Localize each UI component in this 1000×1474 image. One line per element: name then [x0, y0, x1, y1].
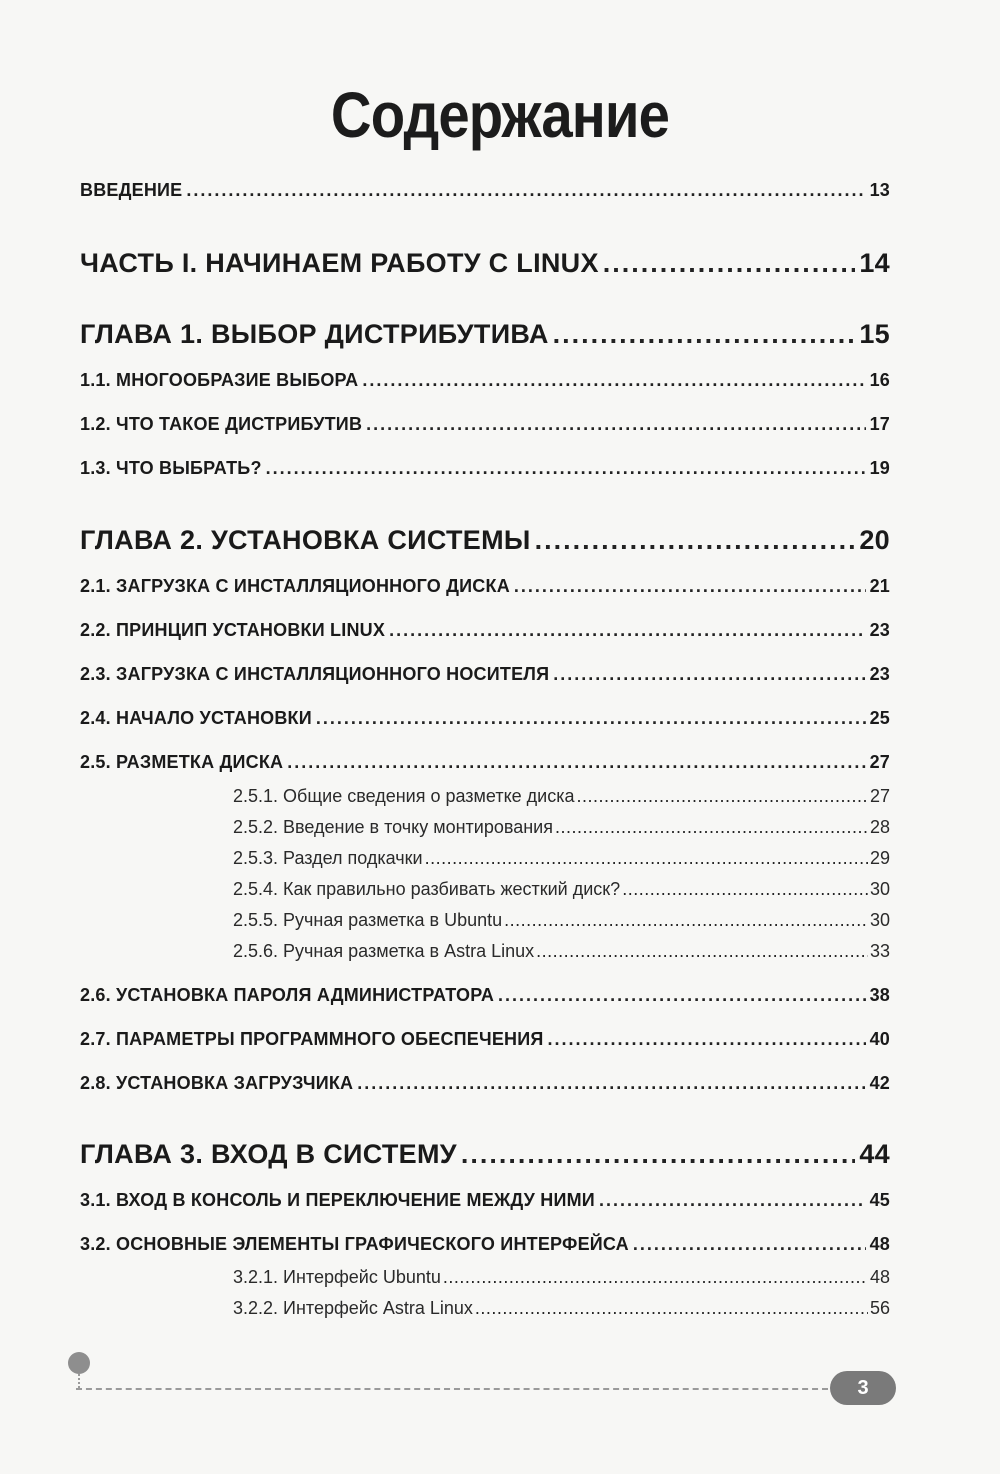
toc-label: 3.1. ВХОД В КОНСОЛЬ И ПЕРЕКЛЮЧЕНИЕ МЕЖДУ НИМИ: [80, 1190, 595, 1210]
toc-entry-2-5-3[interactable]: [233, 848, 890, 869]
toc-leader: [599, 1190, 866, 1211]
toc-page: 23: [869, 664, 890, 684]
toc-leader: [555, 817, 868, 838]
toc-leader: [362, 370, 865, 391]
toc-entry-2-5[interactable]: [80, 752, 890, 773]
toc-label: 1.1. МНОГООБРАЗИЕ ВЫБОРА: [80, 370, 359, 390]
toc-entry-3-2-2[interactable]: [233, 1298, 890, 1319]
toc-label: 3.2.2. Интерфейс Astra Linux: [233, 1298, 473, 1318]
toc-page: 40: [869, 1029, 890, 1049]
toc-label: 2.5.6. Ручная разметка в Astra Linux: [233, 941, 535, 961]
toc-entry-2-7[interactable]: [80, 1029, 890, 1050]
toc-page: 48: [869, 1267, 890, 1287]
footer-divider: [76, 1388, 828, 1390]
toc-entry-2-5-4[interactable]: [233, 879, 890, 900]
toc-page: 20: [859, 525, 890, 555]
toc-label: 2.2. ПРИНЦИП УСТАНОВКИ LINUX: [80, 620, 386, 640]
toc-entry-2-5-2[interactable]: [233, 817, 890, 838]
footer-tick-ornament: [78, 1374, 82, 1388]
toc-page: 33: [869, 941, 890, 961]
toc-entry-3-1[interactable]: [80, 1190, 890, 1211]
footer-dot-ornament: [68, 1352, 90, 1374]
toc-label: 2.6. УСТАНОВКА ПАРОЛЯ АДМИНИСТРАТОРА: [80, 985, 495, 1005]
toc-leader: [475, 1298, 868, 1319]
toc-entry-2-5-1[interactable]: [233, 786, 890, 807]
toc-label: 3.2. ОСНОВНЫЕ ЭЛЕМЕНТЫ ГРАФИЧЕСКОГО ИНТЕРФЕЙСА: [80, 1234, 629, 1254]
toc-entry-3-2[interactable]: [80, 1234, 890, 1255]
toc-label: 1.3. ЧТО ВЫБРАТЬ?: [80, 458, 262, 478]
toc-leader: [366, 414, 865, 435]
toc-page: 19: [869, 458, 890, 478]
page-title: Содержание: [330, 79, 670, 151]
toc-page: 56: [869, 1298, 890, 1318]
toc-label: 2.3. ЗАГРУЗКА С ИНСТАЛЛЯЦИОННОГО НОСИТЕЛЯ: [80, 664, 550, 684]
toc-entry-chapter-3[interactable]: [80, 1139, 890, 1170]
toc-label: 2.5. РАЗМЕТКА ДИСКА: [80, 752, 284, 772]
toc-entry-2-5-5[interactable]: [233, 910, 890, 931]
toc-entry-2-8[interactable]: [80, 1073, 890, 1094]
toc-entry-2-3[interactable]: [80, 664, 890, 685]
toc-entry-1-1[interactable]: [80, 370, 890, 391]
toc-leader: [536, 941, 868, 962]
page-number-badge: 3: [830, 1371, 896, 1405]
toc-page: 38: [869, 985, 890, 1005]
toc-page: 48: [869, 1234, 890, 1254]
toc-entry-3-2-1[interactable]: [233, 1267, 890, 1288]
toc-entry-1-2[interactable]: [80, 414, 890, 435]
toc-leader: [498, 985, 866, 1006]
toc-page: 45: [869, 1190, 890, 1210]
toc-leader: [622, 879, 868, 900]
toc-leader: [504, 910, 868, 931]
toc-page: 13: [869, 180, 890, 200]
toc-leader: [389, 620, 866, 641]
toc-leader: [553, 319, 856, 350]
toc-entry-intro[interactable]: [80, 180, 890, 201]
toc-label: ГЛАВА 1. ВЫБОР ДИСТРИБУТИВА: [80, 319, 549, 349]
toc-label: 1.2. ЧТО ТАКОЕ ДИСТРИБУТИВ: [80, 414, 363, 434]
toc-page: 21: [869, 576, 890, 596]
toc-page: 27: [869, 786, 890, 806]
toc-page: 14: [859, 248, 890, 278]
toc-page: 25: [869, 708, 890, 728]
toc-leader: [316, 708, 866, 729]
toc-page: 16: [869, 370, 890, 390]
toc-page: 30: [869, 910, 890, 930]
toc-entry-2-1[interactable]: [80, 576, 890, 597]
toc-page: 23: [869, 620, 890, 640]
toc-entry-2-6[interactable]: [80, 985, 890, 1006]
toc-label: ЧАСТЬ I. НАЧИНАЕМ РАБОТУ С LINUX: [80, 248, 599, 278]
toc-entry-1-3[interactable]: [80, 458, 890, 479]
toc-leader: [461, 1139, 856, 1170]
toc-entry-2-5-6[interactable]: [233, 941, 890, 962]
toc-leader: [357, 1073, 865, 1094]
toc-leader: [548, 1029, 866, 1050]
toc-label: 2.5.1. Общие сведения о разметке диска: [233, 786, 575, 806]
toc-label: ГЛАВА 3. ВХОД В СИСТЕМУ: [80, 1139, 457, 1169]
toc-leader: [425, 848, 868, 869]
toc-label: ГЛАВА 2. УСТАНОВКА СИСТЕМЫ: [80, 525, 531, 555]
toc-leader: [535, 525, 856, 556]
toc-page: 17: [869, 414, 890, 434]
toc-label: 3.2.1. Интерфейс Ubuntu: [233, 1267, 441, 1287]
toc-label: 2.5.3. Раздел подкачки: [233, 848, 423, 868]
toc-page: 30: [869, 879, 890, 899]
toc-page: 28: [869, 817, 890, 837]
toc-leader: [266, 458, 866, 479]
toc-entry-chapter-2[interactable]: [80, 525, 890, 556]
toc-leader: [287, 752, 865, 773]
toc-entry-part-1[interactable]: [80, 248, 890, 279]
toc-page: 27: [869, 752, 890, 772]
toc-leader: [553, 664, 865, 685]
toc-entry-2-4[interactable]: [80, 708, 890, 729]
toc-label: 2.5.2. Введение в точку монтирования: [233, 817, 553, 837]
toc-entry-2-2[interactable]: [80, 620, 890, 641]
toc-entry-chapter-1[interactable]: [80, 319, 890, 350]
toc-leader: [186, 180, 865, 201]
toc-page: 29: [869, 848, 890, 868]
toc-label: 2.5.5. Ручная разметка в Ubuntu: [233, 910, 503, 930]
toc-label: 2.5.4. Как правильно разбивать жесткий диск?: [233, 879, 621, 899]
toc-label: 2.1. ЗАГРУЗКА С ИНСТАЛЛЯЦИОННОГО ДИСКА: [80, 576, 510, 596]
toc-leader: [577, 786, 868, 807]
toc-leader: [443, 1267, 868, 1288]
toc-label: 2.8. УСТАНОВКА ЗАГРУЗЧИКА: [80, 1073, 354, 1093]
toc-page: 42: [869, 1073, 890, 1093]
toc-label: 2.7. ПАРАМЕТРЫ ПРОГРАММНОГО ОБЕСПЕЧЕНИЯ: [80, 1029, 544, 1049]
toc-label: 2.4. НАЧАЛО УСТАНОВКИ: [80, 708, 312, 728]
toc-leader: [514, 576, 866, 597]
toc-page: 15: [859, 319, 890, 349]
toc-leader: [603, 248, 856, 279]
toc-leader: [633, 1234, 866, 1255]
toc-page: 44: [859, 1139, 890, 1169]
toc-label: ВВЕДЕНИЕ: [80, 180, 183, 200]
